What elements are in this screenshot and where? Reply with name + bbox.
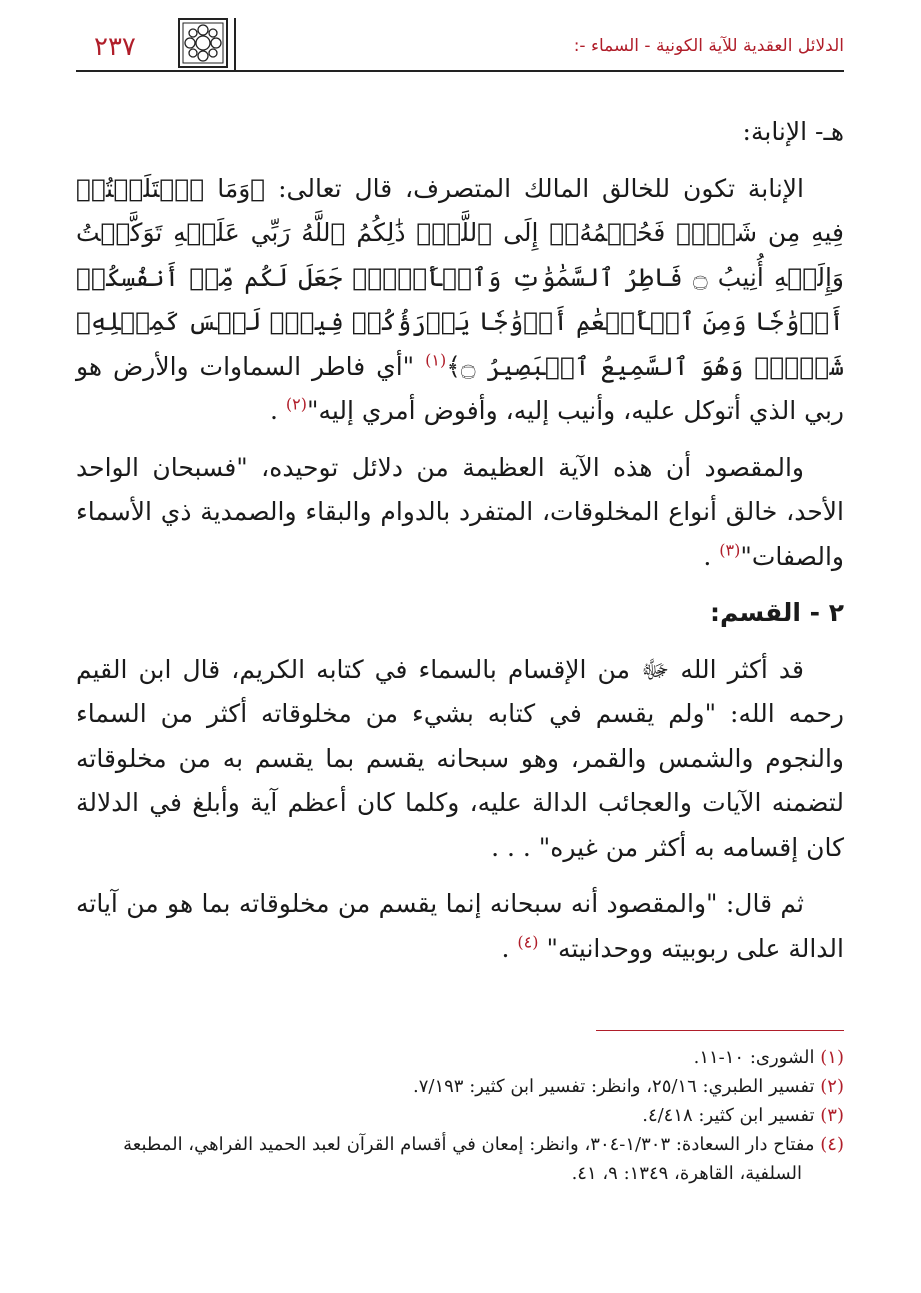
footnote-number: (٢): [820, 1076, 844, 1097]
header-divider: [234, 18, 236, 70]
footnote-2: [76, 1072, 844, 1101]
footnote-text: الشورى: ١٠-١١.: [693, 1047, 815, 1068]
tawhid-text: والمقصود أن هذه الآية العظيمة من دلائل توحيده، "فسبحان الواحد الأحد، خالق أنواع المخلوقات، المتفرد بالدوام والبقاء والصمدية ذي الأسماء والصفات": [76, 452, 844, 571]
paragraph-ibn-qayyim: ثم قال: "والمقصود أنه سبحانه إنما يقسم من مخلوقاته بما هو من آياته الدالة على ربوبيته ووحدانيته" $^{(٤)}$ .: [76, 889, 844, 963]
tafsir-quote: "أي فاطر السماوات والأرض هو ربي الذي أتوكل عليه، وأنيب إليه، وأفوض أمري إليه": [76, 351, 844, 425]
page-header: [76, 18, 844, 74]
quran-quote: الإنابة تكون للخالق المالك المتصرف، قال تعالى: ﴿وَمَا ٱخۡتَلَفۡتُمۡ فِيهِ مِن شَيۡءٖ فَحُكۡمُهُۥٓ إِلَى ٱللَّهِۚ ذَٰلِكُمُ ٱللَّهُ رَبِّي عَلَيۡهِ تَوَكَّلۡتُ وَإِلَيۡهِ أُنِيبُ ۝ فَاطِرُ ٱلسَّمَٰوَٰتِ وَٱلۡأَرۡضِۚ جَعَلَ لَكُم مِّنۡ أَنفُسِكُمۡ أَزۡوَٰجٗا وَمِنَ ٱلۡأَنۡعَٰمِ أَزۡوَٰجٗا يَذۡرَؤُكُمۡ فِيهِۚ لَيۡسَ كَمِثۡلِهِۦ شَيۡءٞۖ وَهُوَ ٱلسَّمِيعُ ٱلۡبَصِيرُ ۝﴾: [76, 173, 844, 381]
footnote-3: [76, 1101, 844, 1130]
footnote-ref-2[interactable]: (٢): [285, 394, 307, 414]
section-e-heading: هـ- الإنابة:: [742, 117, 844, 146]
running-title: الدلائل العقدية للآية الكونية - السماء -:: [573, 36, 844, 56]
footnote-number: (٤): [820, 1134, 844, 1155]
footnote-text: مفتاح دار السعادة: ١/٣٠٣-٣٠٤، وانظر: إمعان في أقسام القرآن لعبد الحميد الفراهي، المطبعة السلفية، القاهرة، ١٣٤٩: ٩، ٤١.: [123, 1134, 815, 1184]
paragraph-qasam: قد أكثر الله ﷻ من الإقسام بالسماء في كتابه الكريم، قال ابن القيم رحمه الله: "ولم يقسم في كتابه بشيء من مخلوقاته أكثر من السماء والنجوم والشمس والقمر، وهو سبحانه يقسم بما يقسم به من مخلوقاته لتضمنه الآيات والعجائب الدالة عليه، وكلما كان أعظم آية وأبلغ في الدلالة كان إقسامه به أكثر من غيره" . . .: [76, 654, 844, 862]
footnote-ref-3[interactable]: (٣): [719, 540, 741, 560]
footnote-1: [76, 1043, 844, 1072]
footnote-4: [76, 1130, 844, 1188]
footnote-text: تفسير ابن كثير: ٤/٤١٨.: [642, 1105, 815, 1126]
header-rule: [76, 70, 844, 72]
section-2-heading: ٢ - القسم:: [709, 598, 844, 627]
paragraph-tawhid: والمقصود أن هذه الآية العظيمة من دلائل توحيده، "فسبحان الواحد الأحد، خالق أنواع المخلوقات، المتفرد بالدوام والبقاء والصمدية ذي الأسماء والصفات"$^{(٣)}$ .: [76, 452, 844, 571]
footnote-ref-1[interactable]: (١): [425, 350, 447, 370]
footnote-text: تفسير الطبري: ٢٥/١٦، وانظر: تفسير ابن كثير: ٧/١٩٣.: [412, 1076, 815, 1097]
page-number: ٢٣٧: [94, 32, 136, 62]
page-content: [76, 110, 844, 971]
footnote-number: (٣): [820, 1105, 844, 1126]
footnote-number: (١): [820, 1047, 844, 1068]
footnote-rule: [596, 1030, 844, 1031]
paragraph-inaba: الإنابة تكون للخالق المالك المتصرف، قال تعالى: ﴿وَمَا ٱخۡتَلَفۡتُمۡ فِيهِ مِن شَيۡءٖ فَحُكۡمُهُۥٓ إِلَى ٱللَّهِۚ ذَٰلِكُمُ ٱللَّهُ رَبِّي عَلَيۡهِ تَوَكَّلۡتُ وَإِلَيۡهِ أُنِيبُ ۝ فَاطِرُ ٱلسَّمَٰوَٰتِ وَٱلۡأَرۡضِۚ جَعَلَ لَكُم مِّنۡ أَنفُسِكُمۡ أَزۡوَٰجٗا وَمِنَ ٱلۡأَنۡعَٰمِ أَزۡوَٰجٗا يَذۡرَؤُكُمۡ فِيهِۚ لَيۡسَ كَمِثۡلِهِۦ شَيۡءٞۖ وَهُوَ ٱلسَّمِيعُ ٱلۡبَصِيرُ ۝﴾$^{(١)}$ "أي فاطر السماوات والأرض هو ربي الذي أتوكل عليه، وأنيب إليه، وأفوض أمري إليه"$^{(٢)}$ .: [76, 173, 844, 425]
ibn-qayyim-quote: ثم قال: "والمقصود أنه سبحانه إنما يقسم من مخلوقاته بما هو من آياته الدالة على ربوبيته ووحدانيته": [76, 889, 844, 963]
footnote-ref-4[interactable]: (٤): [517, 932, 539, 952]
footnotes: [76, 1043, 844, 1188]
ornament-icon: [178, 18, 228, 68]
